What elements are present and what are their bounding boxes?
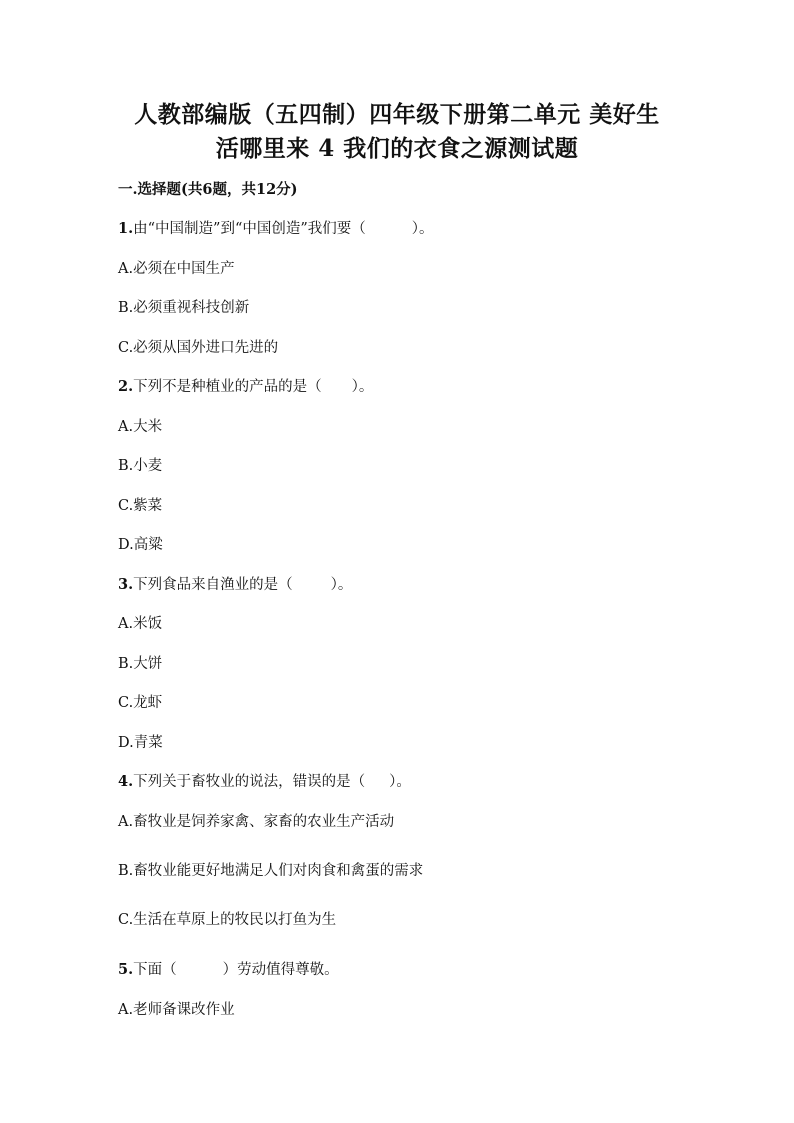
option-2a: A.大米	[118, 419, 163, 435]
question-number: 5.	[118, 961, 134, 978]
question-stem-end: ）。	[411, 221, 434, 237]
option-4a: A.畜牧业是饲养家禽、家畜的农业生产活动	[118, 814, 395, 830]
document-title-line-1: 人教部编版（五四制）四年级下册第二单元 美好生	[134, 101, 660, 128]
question-stem: 下面（	[133, 962, 177, 978]
question-stem: 下列关于畜牧业的说法，错误的是（	[133, 774, 366, 790]
question-number: 4.	[118, 773, 134, 790]
question-stem: 下列食品来自渔业的是（	[133, 577, 293, 593]
question-number: 1.	[118, 220, 134, 237]
question-number: 3.	[118, 576, 134, 593]
document-title-line-2: 活哪里来 4 我们的衣食之源测试题	[215, 135, 579, 162]
question-stem-end: ）。	[389, 774, 411, 790]
option-3d: D.青菜	[118, 735, 163, 751]
option-5a: A.老师备课改作业	[118, 1002, 235, 1018]
option-3c: C.龙虾	[118, 695, 163, 711]
option-3b: B.大饼	[118, 656, 163, 672]
option-1a: A.必须在中国生产	[118, 261, 235, 277]
option-1c: C.必须从国外进口先进的	[118, 340, 279, 356]
question-4	[118, 770, 411, 791]
question-stem-end: ）劳动值得尊敬。	[222, 962, 339, 978]
option-2b: B.小麦	[118, 458, 163, 474]
question-stem-end: ）。	[330, 577, 353, 593]
question-5	[118, 958, 339, 979]
question-1	[118, 217, 434, 238]
option-2d: D.高粱	[118, 537, 163, 553]
option-2c: C.紫菜	[118, 498, 163, 514]
question-2	[118, 375, 373, 396]
option-3a: A.米饭	[118, 616, 163, 632]
option-4c: C.生活在草原上的牧民以打鱼为生	[118, 912, 337, 928]
section-header: 一.选择题(共6题，共12分)	[118, 181, 298, 198]
question-stem: 下列不是种植业的产品的是（	[133, 379, 322, 395]
question-stem-end: ）。	[351, 379, 374, 395]
question-stem: 由“中国制造”到“中国创造”我们要（	[133, 221, 366, 237]
option-4b: B.畜牧业能更好地满足人们对肉食和禽蛋的需求	[118, 863, 424, 879]
option-1b: B.必须重视科技创新	[118, 300, 250, 316]
question-number: 2.	[118, 378, 134, 395]
question-3	[118, 573, 352, 594]
